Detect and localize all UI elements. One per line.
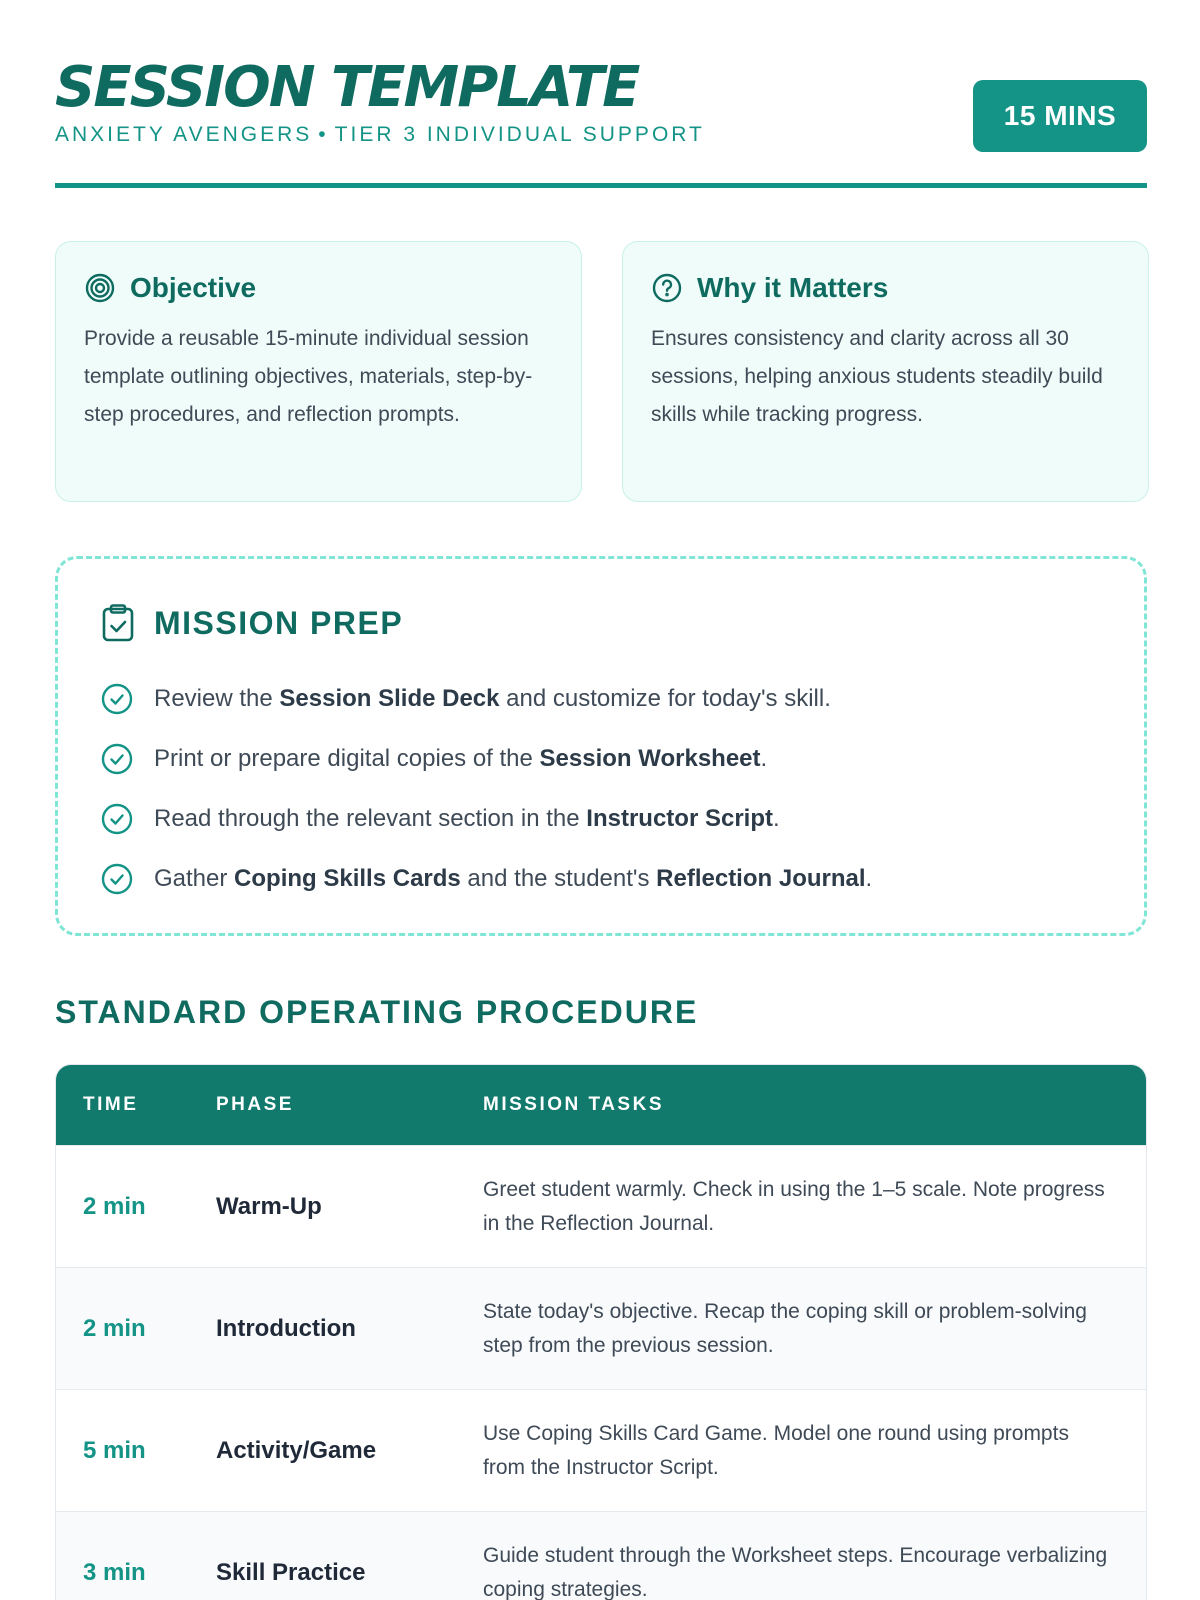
why-it-matters-card xyxy=(622,241,1149,502)
table-row xyxy=(56,1145,1146,1267)
table-row xyxy=(56,1511,1146,1600)
material-name: Coping Skills Cards xyxy=(234,865,461,892)
subtitle-separator: • xyxy=(318,123,329,146)
row-time: 3 min xyxy=(83,1558,146,1586)
prep-item-text: Gather Coping Skills Cards and the student's Reflection Journal. xyxy=(154,865,873,892)
row-tasks: Use Coping Skills Card Game. Model one round using prompts from the Instructor Script. xyxy=(483,1421,1069,1479)
objective-title: Objective xyxy=(130,272,257,303)
column-header-tasks: MISSION TASKS xyxy=(483,1094,664,1115)
prep-item-text: Review the Session Slide Deck and customize for today's skill. xyxy=(154,685,831,712)
row-time: 5 min xyxy=(83,1436,146,1464)
prep-item xyxy=(100,729,1102,789)
prep-item xyxy=(100,789,1102,849)
sop-section-title: STANDARD OPERATING PROCEDURE xyxy=(55,994,699,1030)
page-subtitle xyxy=(55,122,705,148)
check-circle-icon xyxy=(100,802,134,836)
column-header-phase: PHASE xyxy=(216,1094,294,1115)
why-card-header xyxy=(651,270,1120,306)
mission-prep-header xyxy=(100,599,1102,647)
prep-item xyxy=(100,849,1102,909)
support-tier: TIER 3 INDIVIDUAL SUPPORT xyxy=(334,123,705,146)
row-time: 2 min xyxy=(83,1192,146,1220)
row-time: 2 min xyxy=(83,1314,146,1342)
mission-prep-panel xyxy=(55,556,1147,936)
why-text: Ensures consistency and clarity across all 30 sessions, helping anxious students steadily build skills while tracking progress. xyxy=(651,327,1103,426)
objective-text: Provide a reusable 15-minute individual session template outlining objectives, materials, step-by-step procedures, and reflection prompts. xyxy=(84,327,533,426)
material-name: Session Slide Deck xyxy=(279,685,500,712)
mission-prep-title: MISSION PREP xyxy=(154,604,404,641)
objective-card-header xyxy=(84,270,553,306)
column-header-time: TIME xyxy=(83,1094,139,1115)
table-row xyxy=(56,1267,1146,1389)
row-phase: Warm-Up xyxy=(216,1192,322,1220)
table-row xyxy=(56,1389,1146,1511)
check-circle-icon xyxy=(100,682,134,716)
target-icon xyxy=(84,272,116,304)
table-header xyxy=(56,1065,1146,1145)
page-title: SESSION TEMPLATE xyxy=(55,55,639,120)
sop-table xyxy=(55,1064,1147,1600)
table-body xyxy=(56,1145,1146,1600)
prep-item xyxy=(100,669,1102,729)
why-title: Why it Matters xyxy=(697,272,889,303)
row-tasks: State today's objective. Recap the coping skill or problem-solving step from the previous session. xyxy=(483,1299,1087,1357)
clipboard-check-icon xyxy=(100,603,136,643)
check-circle-icon xyxy=(100,742,134,776)
material-name: Reflection Journal xyxy=(656,865,866,892)
row-tasks: Greet student warmly. Check in using the 1–5 scale. Note progress in the Reflection Journal. xyxy=(483,1177,1105,1235)
material-name: Session Worksheet xyxy=(539,745,761,772)
duration-badge: 15 MINS xyxy=(973,80,1147,152)
prep-item-text: Print or prepare digital copies of the Session Worksheet. xyxy=(154,745,768,772)
mission-prep-list xyxy=(100,669,1102,909)
row-phase: Activity/Game xyxy=(216,1436,377,1464)
check-circle-icon xyxy=(100,862,134,896)
question-circle-icon xyxy=(651,272,683,304)
header xyxy=(55,56,1147,188)
prep-item-text: Read through the relevant section in the Instructor Script. xyxy=(154,805,780,832)
row-phase: Skill Practice xyxy=(216,1558,366,1586)
material-name: Instructor Script xyxy=(586,805,773,832)
row-tasks: Guide student through the Worksheet steps. Encourage verbalizing coping strategies. xyxy=(483,1543,1108,1600)
row-phase: Introduction xyxy=(216,1314,356,1342)
program-name: ANXIETY AVENGERS xyxy=(55,123,313,146)
objective-card xyxy=(55,241,582,502)
